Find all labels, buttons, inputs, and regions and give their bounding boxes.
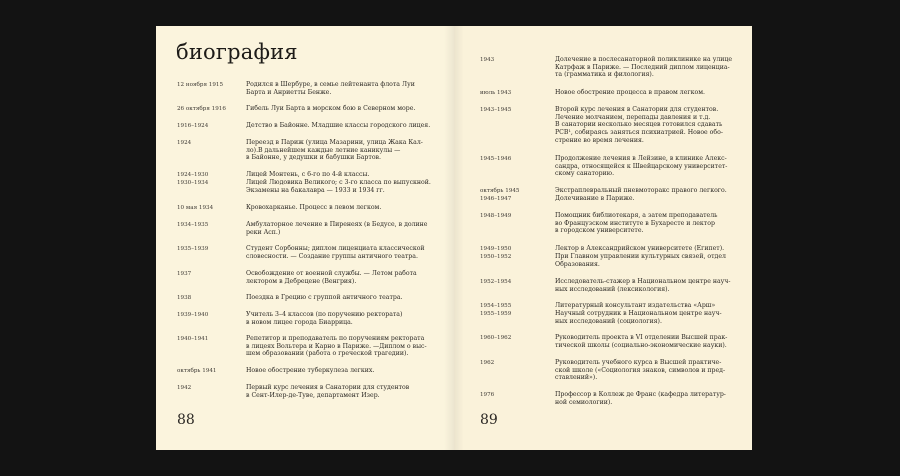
entry-text: Переезд в Париж (улица Мазарини, улица Жака Кал- ло).В дальнейшем каждые летние каникулы — в Байонне, у дедушки и бабушки Бартов. xyxy=(246,139,423,162)
entry-text: Лицей Монтень, с 6-го по 4-й классы. xyxy=(246,171,370,178)
entry-text: Лицей Людовика Великого; с 3-го класса по выпускной. Экзамены на бакалавра — 1933 и 1934 гг. xyxy=(246,179,431,194)
entry-date: 26 октября 1916 xyxy=(177,106,226,112)
entry-text: Поездка в Грецию с группой античного театра. xyxy=(246,294,403,301)
entry-text: Новое обострение процесса в правом легком. xyxy=(555,89,705,96)
page-title: биография xyxy=(176,40,298,64)
entry-text: Репетитор и преподаватель по поручениям ректората в лицеях Вольтера и Карно в Париже. —Диплом о выс- шем образовании (работа о греческой трагедии). xyxy=(246,335,427,358)
entry-text: Долечивание в Париже. xyxy=(555,195,635,202)
entry-text: Научный сотрудник в Национальном центре науч- ных исследований (социология). xyxy=(555,310,722,325)
entry-date: 12 ноября 1915 xyxy=(177,82,224,88)
entry-text: Продолжение лечения в Лейзине, в клинике Алекс- сандра, относящейся к Швейцарскому университет- скому санаторию. xyxy=(555,155,728,178)
entry-date: 10 мая 1934 xyxy=(177,205,214,211)
entry-text: Студент Сорбонны; диплом лиценциата классической словесности. — Создание группы античного театра. xyxy=(246,245,425,260)
entry-date: 1960–1962 xyxy=(480,335,512,341)
entry-date: 1938 xyxy=(177,295,192,301)
entry-date: 1924 xyxy=(177,140,192,146)
entry-date: 1952–1954 xyxy=(480,279,512,285)
entry-text: Родился в Шербуре, в семье лейтенанта флота Луи Барта и Анриетты Бенже. xyxy=(246,81,415,96)
entry-text: Профессор в Коллеж де Франс (кафедра литератур- ной семиологии). xyxy=(555,391,726,406)
entry-text: Руководитель учебного курса в Высшей практиче- ской школе («Социология знаков, символов и пред- ставлений»). xyxy=(555,359,726,382)
entry-text: При Главном управлении культурных связей, отдел Образования. xyxy=(555,253,726,268)
book-gutter xyxy=(444,26,464,450)
entry-date: 1916–1924 xyxy=(177,123,209,129)
entry-date: 1935–1939 xyxy=(177,246,209,252)
entry-text: Первый курс лечения в Санатории для студентов в Сент-Илер-де-Туве, департамент Изер. xyxy=(246,384,410,399)
entry-date: 1930–1934 xyxy=(177,180,209,186)
entry-text: Руководитель проекта в VI отделении Высшей прак- тической школы (социально-экономические науки). xyxy=(555,334,728,349)
entry-date: 1976 xyxy=(480,392,495,398)
entry-text: Амбулаторное лечение в Пиренеях (в Бедусе, в долине реки Асп.) xyxy=(246,221,428,236)
entry-date: 1950–1952 xyxy=(480,254,512,260)
entry-text: Освобождение от военной службы. — Летом работа лектором в Дебрецене (Венгрия). xyxy=(246,270,417,285)
book-spread xyxy=(156,26,752,450)
entry-date: 1948–1949 xyxy=(480,213,512,219)
entry-text: Второй курс лечения в Санатории для студентов. Лечение молчанием, перепады давления и т.д. В санатории несколько месяцев готовился сдавать PCB¹, собираясь заняться психиатрией. Новое обо- стрение во время лечения. xyxy=(555,106,723,144)
left-page xyxy=(156,26,454,450)
page-number: 89 xyxy=(480,412,498,428)
entry-text: Учитель 3–4 классов (по поручению ректората) в новом лицее города Биаррица. xyxy=(246,311,403,326)
entry-text: Детство в Байонне. Младшие классы городского лицея. xyxy=(246,122,431,129)
entry-date: октябрь 1941 xyxy=(177,368,217,374)
entry-date: 1942 xyxy=(177,385,192,391)
entry-date: 1946–1947 xyxy=(480,196,512,202)
entry-text: Экстраплевральный пневмоторакс правого легкого. xyxy=(555,187,727,194)
entry-date: 1939–1940 xyxy=(177,312,209,318)
entry-date: 1937 xyxy=(177,271,192,277)
entry-text: Исследователь-стажер в Национальном центре науч- ных исследований (лексикология). xyxy=(555,278,731,293)
page-number: 88 xyxy=(177,412,195,428)
entry-text: Кровохарканье. Процесс в левом легком. xyxy=(246,204,382,211)
entry-date: 1945–1946 xyxy=(480,156,512,162)
entry-date: 1940–1941 xyxy=(177,336,209,342)
entry-date: 1934–1935 xyxy=(177,222,209,228)
entry-date: 1962 xyxy=(480,360,495,366)
entry-text: Новое обострение туберкулеза легких. xyxy=(246,367,375,374)
entry-date: 1949–1950 xyxy=(480,246,512,252)
entry-text: Долечение в послесанаторной поликлинике на улице Катрфаж в Париже. — Последний диплом лиценциа- та (грамматика и филология). xyxy=(555,56,733,79)
entry-date: 1943 xyxy=(480,57,495,63)
entry-text: Лектор в Александрийском университете (Египет). xyxy=(555,245,725,252)
entry-text: Помощник библиотекаря, а затем преподаватель во Французском институте в Бухаресте и лектор в городском университете. xyxy=(555,212,718,235)
entry-date: октябрь 1945 xyxy=(480,188,520,194)
entry-date: июль 1943 xyxy=(480,90,512,96)
entry-text: Литературный консультант издательства «Арш» xyxy=(555,302,716,309)
entry-date: 1924–1930 xyxy=(177,172,209,178)
entry-date: 1954–1955 xyxy=(480,303,512,309)
right-page xyxy=(454,26,752,450)
entry-date: 1943–1945 xyxy=(480,107,512,113)
entry-text: Гибель Луи Барта в морском бою в Северном море. xyxy=(246,105,416,112)
entry-date: 1955–1959 xyxy=(480,311,512,317)
